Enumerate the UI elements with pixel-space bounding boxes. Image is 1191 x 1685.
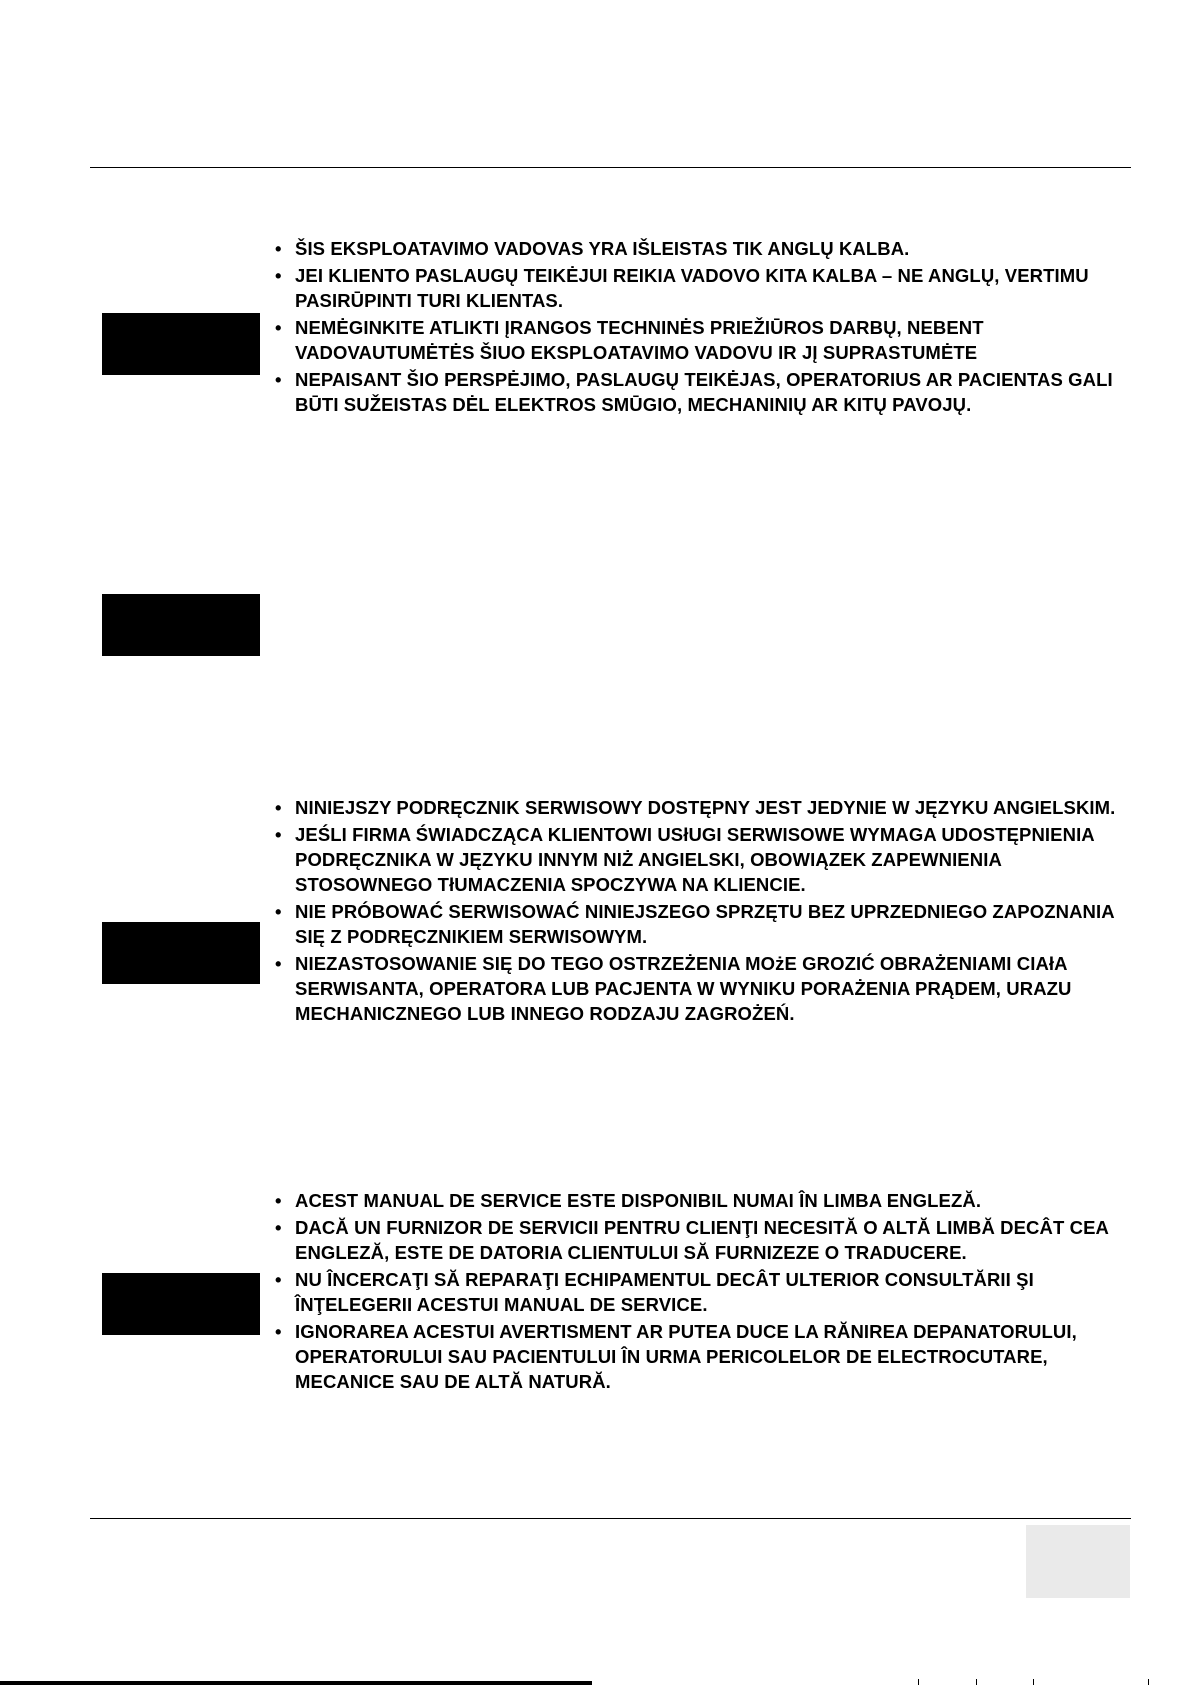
- warning-item: • ŠIS EKSPLOATAVIMO VADOVAS YRA IŠLEISTAS TIK ANGLŲ KALBA.: [275, 236, 1120, 261]
- bottom-edge-tick: [1148, 1679, 1149, 1685]
- warning-section-romanian: [275, 1188, 1120, 1394]
- warning-section-lithuanian: [275, 236, 1120, 417]
- warning-item: • ACEST MANUAL DE SERVICE ESTE DISPONIBIL NUMAI ÎN LIMBA ENGLEZĂ.: [275, 1188, 1120, 1213]
- warning-item: • NIEZASTOSOWANIE SIĘ DO TEGO OSTRZEŻENIA MOżE GROZIĆ OBRAŻENIAMI CIAłA SERWISANTA, OPERATORA LUB PACJENTA W WYNIKU PORAŻENIA PRĄDEM, URAZU MECHANICZNEGO LUB INNEGO RODZAJU ZAGROŻEŃ.: [275, 951, 1120, 1026]
- warning-section-polish: [275, 795, 1120, 1026]
- bottom-edge-tick: [976, 1679, 977, 1685]
- warning-item: • NIE PRÓBOWAĆ SERWISOWAĆ NINIEJSZEGO SPRZĘTU BEZ UPRZEDNIEGO ZAPOZNANIA SIĘ Z PODRĘCZNIKIEM SERWISOWYM.: [275, 899, 1120, 949]
- warning-item: • NINIEJSZY PODRĘCZNIK SERWISOWY DOSTĘPNY JEST JEDYNIE W JĘZYKU ANGIELSKIM.: [275, 795, 1120, 820]
- bottom-edge-strip: [0, 1681, 592, 1685]
- bottom-edge-tick: [1033, 1679, 1034, 1685]
- warning-item: • NU ÎNCERCAŢI SĂ REPARAŢI ECHIPAMENTUL DECÂT ULTERIOR CONSULTĂRII ŞI ÎNŢELEGERII ACESTUI MANUAL DE SERVICE.: [275, 1267, 1120, 1317]
- footer-rule: [90, 1518, 1131, 1519]
- warning-item: • IGNORAREA ACESTUI AVERTISMENT AR PUTEA DUCE LA RĂNIREA DEPANATORULUI, OPERATORULUI SAU PACIENTULUI ÎN URMA PERICOLELOR DE ELECTROCUTARE, MECANICE SAU DE ALTĂ NATURĂ.: [275, 1319, 1120, 1394]
- warning-label-block-empty: [102, 594, 260, 656]
- warning-label-block-polish: [102, 922, 260, 984]
- warning-item: • DACĂ UN FURNIZOR DE SERVICII PENTRU CLIENŢI NECESITĂ O ALTĂ LIMBĂ DECÂT CEA ENGLEZĂ, ESTE DE DATORIA CLIENTULUI SĂ FURNIZEZE O TRADUCERE.: [275, 1215, 1120, 1265]
- page-number-box: [1026, 1525, 1130, 1598]
- warning-item: • NEMĖGINKITE ATLIKTI ĮRANGOS TECHNINĖS PRIEŽIŪROS DARBŲ, NEBENT VADOVAUTUMĖTĖS ŠIUO EKSPLOATAVIMO VADOVU IR JĮ SUPRASTUMĖTE: [275, 315, 1120, 365]
- warning-label-block-lithuanian: [102, 313, 260, 375]
- header-rule: [90, 167, 1131, 168]
- warning-item: • JEŚLI FIRMA ŚWIADCZĄCA KLIENTOWI USłUGI SERWISOWE WYMAGA UDOSTĘPNIENIA PODRĘCZNIKA W JĘZYKU INNYM NIŻ ANGIELSKI, OBOWIĄZEK ZAPEWNIENIA STOSOWNEGO TłUMACZENIA SPOCZYWA NA KLIENCIE.: [275, 822, 1120, 897]
- bottom-edge-tick: [918, 1679, 919, 1685]
- warning-item: • NEPAISANT ŠIO PERSPĖJIMO, PASLAUGŲ TEIKĖJAS, OPERATORIUS AR PACIENTAS GALI BŪTI SUŽEISTAS DĖL ELEKTROS SMŪGIO, MECHANINIŲ AR KITŲ PAVOJŲ.: [275, 367, 1120, 417]
- warning-item: • JEI KLIENTO PASLAUGŲ TEIKĖJUI REIKIA VADOVO KITA KALBA – NE ANGLŲ, VERTIMU PASIRŪPINTI TURI KLIENTAS.: [275, 263, 1120, 313]
- warning-label-block-romanian: [102, 1273, 260, 1335]
